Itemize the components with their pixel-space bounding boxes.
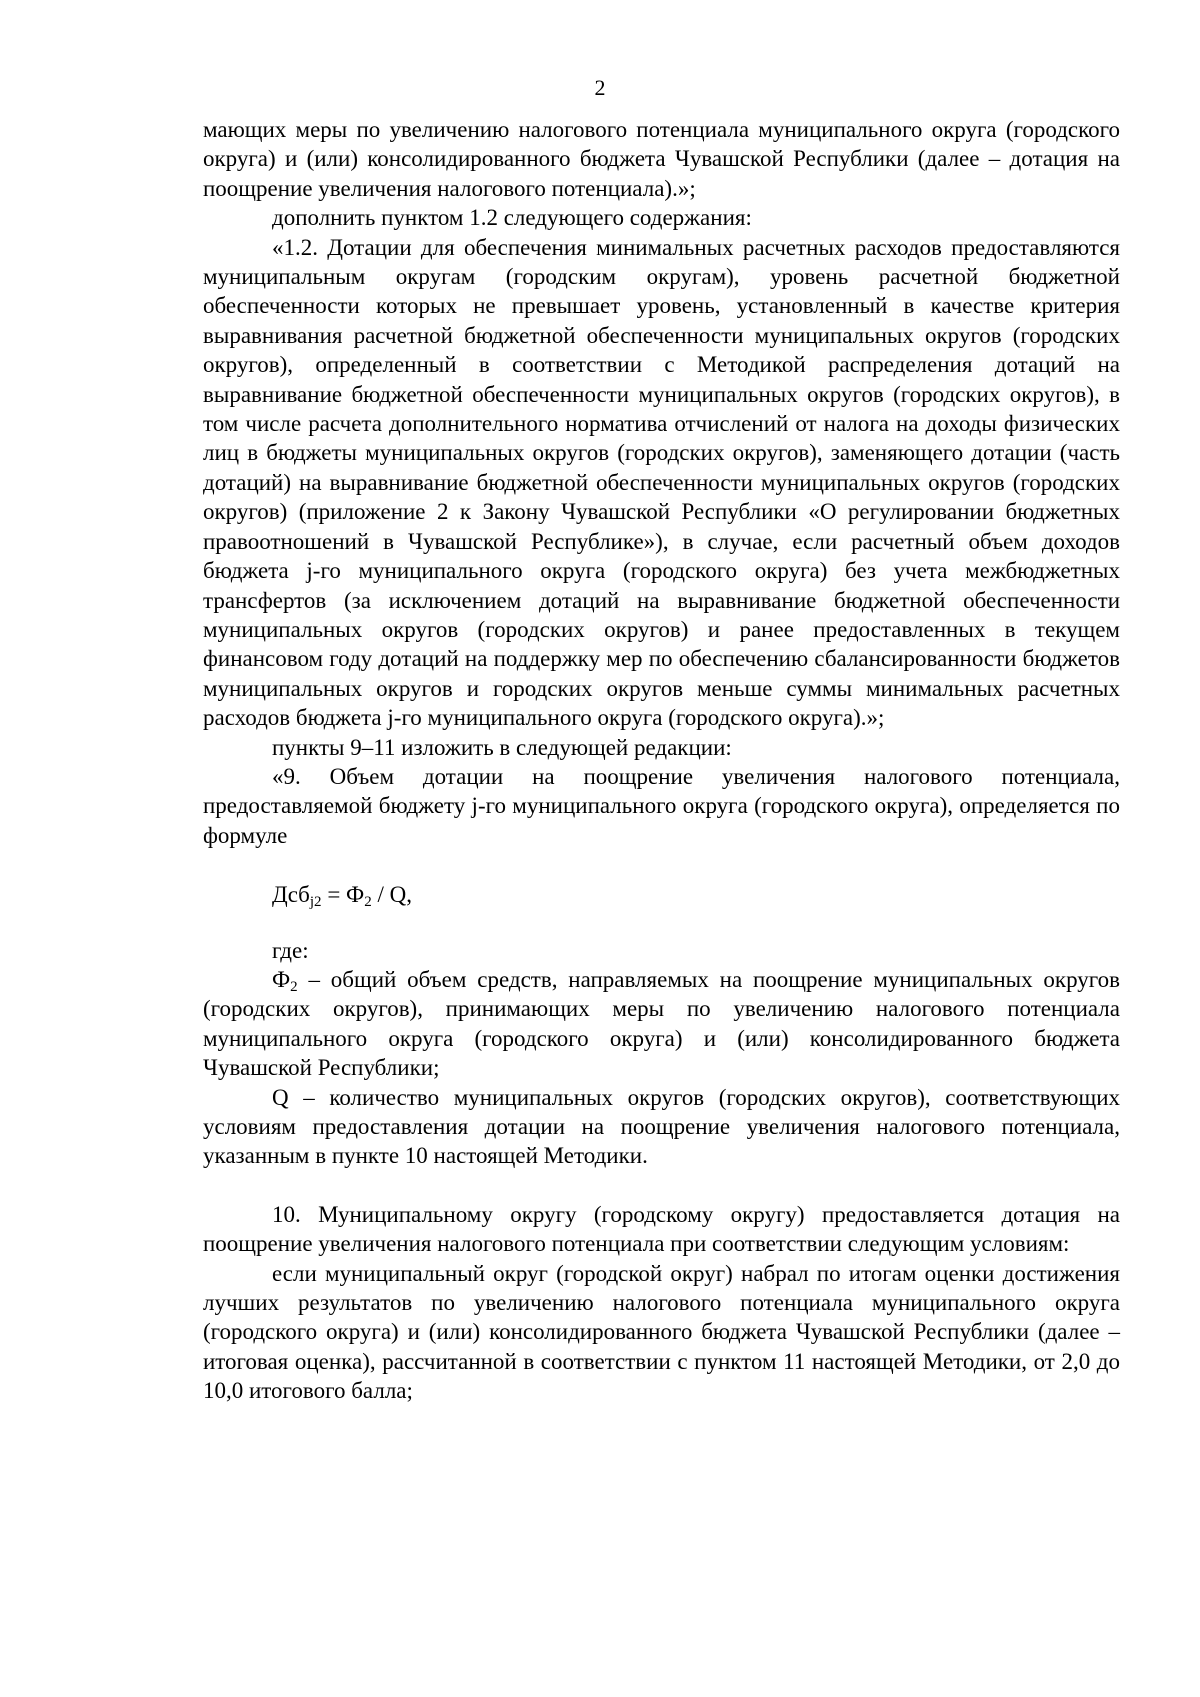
formula-phi-subscript: 2 <box>364 894 372 911</box>
formula-eq: = Ф <box>321 882 365 908</box>
formula-lhs: Дсб <box>272 882 310 908</box>
document-body <box>203 115 1120 1406</box>
formula-lhs-subscript: j2 <box>309 894 322 911</box>
paragraph-item-9: «9. Объем дотации на поощрение увеличения налогового потенциала, предоставляемой бюджету j-го муниципального округа (городского округа), определяется по формуле <box>203 763 1120 848</box>
definition-phi-subscript: 2 <box>290 978 298 995</box>
definition-phi <box>203 965 1120 1083</box>
formula <box>203 880 1120 909</box>
page-number: 2 <box>594 75 606 100</box>
paragraph-item-1-2: «1.2. Дотации для обеспечения минимальных расчетных расходов предоставляются муниципальным округам (городским округам), уровень расчетной бюджетной обеспеченности которых не превышает уровень, установленный в качестве критерия выравнивания расчетной бюджетной обеспеченности муниципальных округов (городских округов), определенный в соответствии с Методикой распределения дотаций на выравнивание бюджетной обеспеченности муниципальных округов (городских округов), в том числе расчета дополнительного норматива отчислений от налога на доходы физических лиц в бюджеты муниципальных округов (городских округов), заменяющего дотации (часть дотаций) на выравнивание бюджетной обеспеченности муниципальных округов (городских округов) (приложение 2 к Закону Чувашской Республики «О регулировании бюджетных правоотношений в Чувашской Республике»), в случае, если расчетный объем доходов бюджета j-го муниципального округа (городского округа) без учета межбюджетных трансфертов (за исключением дотаций на выравнивание бюджетной обеспеченности муниципальных округов (городских округов) и ранее предоставленных в текущем финансовом году дотаций на поддержку мер по обеспечению сбалансированности бюджетов муниципальных округов и городских округов меньше суммы минимальных расчетных расходов бюджета j-го муниципального округа (городского округа).»; <box>203 234 1120 731</box>
where-label: где: <box>272 937 309 963</box>
paragraph-continuation: мающих меры по увеличению налогового потенциала муниципального округа (городского округа) и (или) консолидированного бюджета Чувашской Республики (далее – дотация на поощрение увеличения налогового потенциала).»; <box>203 117 1120 201</box>
spacer <box>203 1171 1120 1200</box>
paragraph-amend-1-2-intro: дополнить пунктом 1.2 следующего содержания: <box>272 205 752 231</box>
formula-rhs: / Q, <box>371 882 412 908</box>
definition-phi-text: – общий объем средств, направляемых на поощрение муниципальных округов (городских округов), принимающих меры по увеличению налогового потенциала муниципального округа (городского округа) и (или) консолидированного бюджета Чувашской Республики; <box>203 966 1120 1081</box>
paragraph-condition-1: если муниципальный округ (городской округ) набрал по итогам оценки достижения лучших результатов по увеличению налогового потенциала муниципального округа (городского округа) и (или) консолидированного бюджета Чувашской Республики (далее – итоговая оценка), рассчитанной в соответствии с пунктом 11 настоящей Методики, от 2,0 до 10,0 итогового балла; <box>203 1260 1120 1404</box>
definition-phi-symbol: Ф <box>272 966 291 992</box>
paragraph-item-10: 10. Муниципальному округу (городскому округу) предоставляется дотация на поощрение увеличения налогового потенциала при соответствии следующим условиям: <box>203 1201 1120 1257</box>
definition-q: Q – количество муниципальных округов (городских округов), соответствующих условиям предоставления дотации на поощрение увеличения налогового потенциала, указанным в пункте 10 настоящей Методики. <box>203 1084 1120 1169</box>
paragraph-items-9-11-intro: пункты 9–11 изложить в следующей редакции: <box>272 734 732 760</box>
